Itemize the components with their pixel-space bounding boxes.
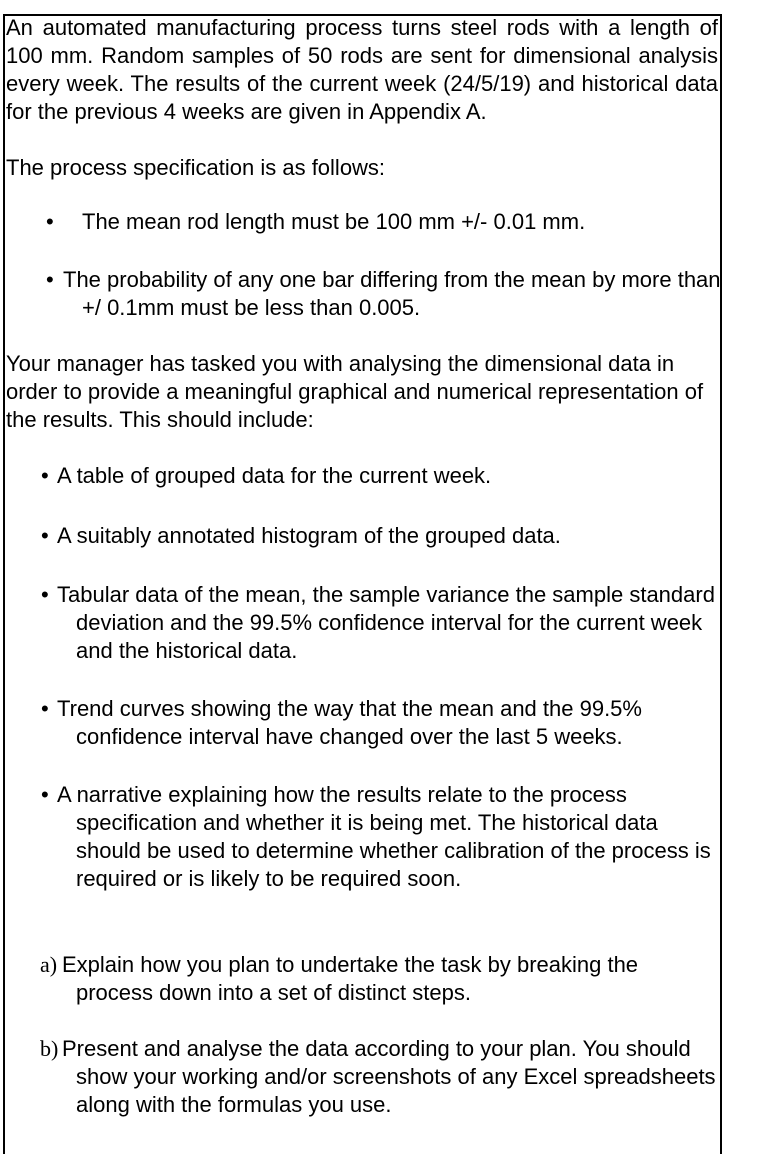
- spec-item: [6, 266, 722, 322]
- task-item: [6, 522, 717, 550]
- intro-paragraph: An automated manufacturing process turns steel rods with a length of 100 mm. Random samples of 50 rods are sent for dimensional analysis every week. The results of the current week (24/5/19) and historical data for the previous 4 weeks are given in Appendix A.: [6, 15, 718, 124]
- task-item-text: A suitably annotated histogram of the grouped data.: [57, 523, 561, 548]
- task-item: [6, 695, 716, 751]
- question-item: [6, 1035, 716, 1119]
- question-item: [6, 951, 716, 1007]
- spec-heading: The process specification is as follows:: [6, 155, 386, 180]
- question-label: b): [40, 1036, 59, 1061]
- bullet-icon: •: [41, 523, 49, 548]
- task-item-text: Tabular data of the mean, the sample variance the sample standard deviation and the 99.5% confidence interval for the current week and the historical data.: [57, 582, 715, 663]
- bullet-icon: •: [41, 463, 49, 488]
- bullet-icon: •: [41, 582, 49, 607]
- task-item: [6, 462, 717, 490]
- bullet-icon: •: [46, 209, 54, 234]
- question-label: a): [40, 952, 58, 977]
- bullet-icon: •: [41, 696, 49, 721]
- spec-item: [6, 208, 722, 236]
- task-item-text: A table of grouped data for the current week.: [57, 463, 492, 488]
- task-item: [6, 781, 716, 893]
- bullet-icon: •: [46, 267, 54, 292]
- spec-item-text: The mean rod length must be 100 mm +/- 0.01 mm.: [82, 209, 586, 234]
- spec-item-text: The probability of any one bar differing from the mean by more than +/ 0.1mm must be less than 0.005.: [63, 267, 721, 320]
- task-paragraph: Your manager has tasked you with analysing the dimensional data in order to provide a meaningful graphical and numerical representation of the results. This should include:: [6, 351, 704, 432]
- question-text: Explain how you plan to undertake the task by breaking the process down into a set of distinct steps.: [62, 952, 639, 1005]
- task-item-text: A narrative explaining how the results relate to the process specification and whether it is being met. The historical data should be used to determine whether calibration of the process is required or is likely to be required soon.: [57, 782, 711, 891]
- task-item-text: Trend curves showing the way that the mean and the 99.5% confidence interval have changed over the last 5 weeks.: [57, 696, 642, 749]
- bullet-icon: •: [41, 782, 49, 807]
- task-item: [6, 581, 716, 665]
- question-text: Present and analyse the data according to your plan. You should show your working and/or screenshots of any Excel spreadsheets along with the formulas you use.: [62, 1036, 716, 1117]
- document-body: [6, 14, 720, 1119]
